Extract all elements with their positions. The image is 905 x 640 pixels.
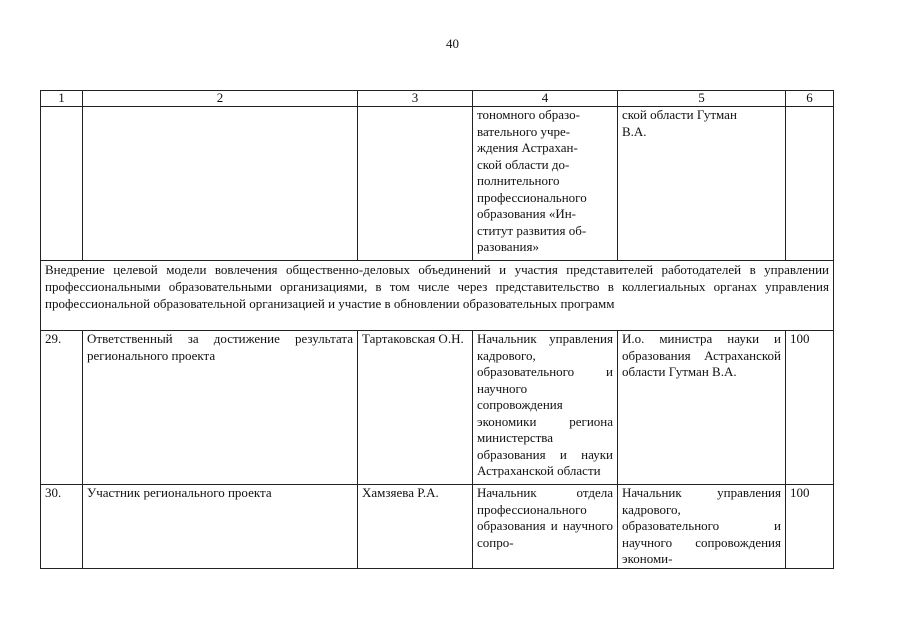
cell-num [41,107,83,261]
header-cell: 6 [786,91,834,107]
header-cell: 3 [358,91,473,107]
cell-role: Ответственный за достижение результата регионального проекта [83,331,358,485]
cell-supervisor: Начальник управления кадрового, образовательного и научного сопровождения экономи- [618,485,786,569]
responsibility-table [40,90,834,569]
page-number: 40 [446,36,459,51]
cell-person: Хамзяева Р.А. [358,485,473,569]
header-cell: 4 [473,91,618,107]
table-row [41,485,834,569]
cell-person: Тартаковская О.Н. [358,331,473,485]
cell-supervisor: И.о. министра науки и образования Астраханской области Гутман В.А. [618,331,786,485]
cell-position: Начальник управления кадрового, образовательного и научного сопровождения экономики региона министерства образования и науки Астраханской области [473,331,618,485]
cell-num: 29. [41,331,83,485]
section-title: Внедрение целевой модели вовлечения общественно-деловых объединений и участия представителей работодателей в управлении профессиональными образовательными организациями, в том числе через представительство в коллегиальных органах управления профессиональной образовательной организацией и участие в обновлении образовательных программ [41,261,834,331]
table-row [41,331,834,485]
cell-position: Начальник отдела профессионального образования и научного сопро- [473,485,618,569]
cell-position: тономного образо- вательного учре- ждения Астрахан- ской области до- полнительного профессионального образования «Ин- ститут развития об- разования» [473,107,618,261]
cell-share [786,107,834,261]
cell-share: 100 [786,485,834,569]
cell-num: 30. [41,485,83,569]
header-cell: 5 [618,91,786,107]
section-title-row [41,261,834,331]
cell-supervisor: ской области Гутман В.А. [618,107,786,261]
cell-share: 100 [786,331,834,485]
table-header-row [41,91,834,107]
header-cell: 1 [41,91,83,107]
continuation-row [41,107,834,261]
header-cell: 2 [83,91,358,107]
cell-person [358,107,473,261]
cell-role [83,107,358,261]
cell-role: Участник регионального проекта [83,485,358,569]
